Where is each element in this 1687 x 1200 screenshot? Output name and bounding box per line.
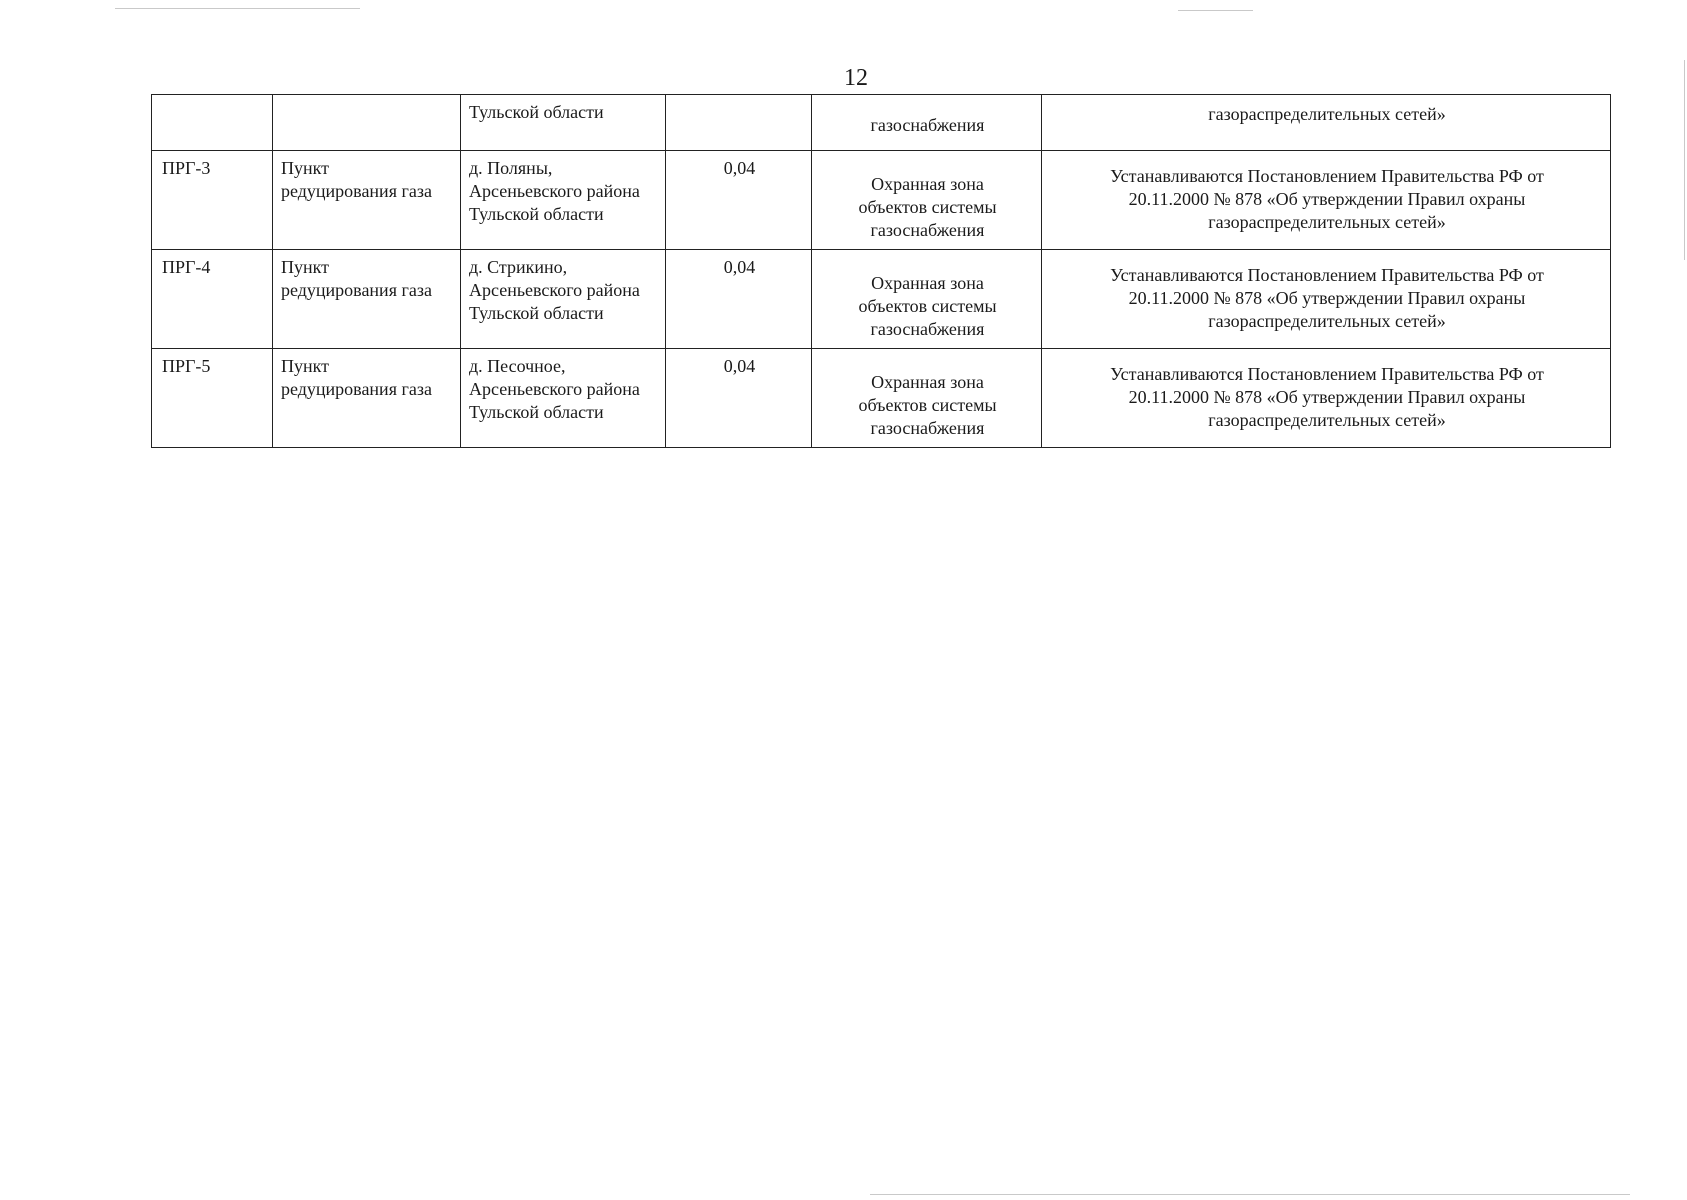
table-row (152, 250, 1611, 349)
cell-name: Пункт редуцирования газа (273, 151, 461, 250)
cell-name: Пункт редуцирования газа (273, 250, 461, 349)
table-row (152, 349, 1611, 448)
basis-text: Устанавливаются Постановлением Правительства РФ от 20.11.2000 № 878 «Об утверждении Правил охраны газораспределительных сетей» (1110, 364, 1544, 430)
scan-artifact-top-line (1178, 10, 1253, 11)
cell-area (666, 95, 812, 151)
cell-area: 0,04 (666, 250, 812, 349)
scan-artifact-right-edge (1684, 60, 1685, 260)
table-row (152, 151, 1611, 250)
cell-location: д. Песочное, Арсеньевского района Тульской области (461, 349, 666, 448)
cell-basis (1042, 250, 1611, 349)
zone-type-text: Охранная зона объектов системы газоснабжения (858, 372, 997, 438)
zone-type-text: газоснабжения (870, 115, 985, 135)
cell-code: ПРГ-4 (152, 250, 273, 349)
cell-code: ПРГ-5 (152, 349, 273, 448)
zone-type-text: Охранная зона объектов системы газоснабжения (858, 174, 997, 240)
protection-zones-table (151, 94, 1611, 448)
cell-zone-type (812, 349, 1042, 448)
cell-zone-type (812, 151, 1042, 250)
page-number: 12 (844, 65, 868, 91)
cell-location: Тульской области (461, 95, 666, 151)
cell-area: 0,04 (666, 349, 812, 448)
cell-zone-type (812, 95, 1042, 151)
cell-location: д. Стрикино, Арсеньевского района Тульской области (461, 250, 666, 349)
cell-basis (1042, 151, 1611, 250)
basis-text: газораспределительных сетей» (1208, 104, 1446, 124)
cell-area: 0,04 (666, 151, 812, 250)
cell-basis (1042, 95, 1611, 151)
cell-name: Пункт редуцирования газа (273, 349, 461, 448)
cell-code (152, 95, 273, 151)
scan-artifact-top-line (115, 8, 360, 9)
basis-text: Устанавливаются Постановлением Правительства РФ от 20.11.2000 № 878 «Об утверждении Правил охраны газораспределительных сетей» (1110, 265, 1544, 331)
cell-name (273, 95, 461, 151)
cell-location: д. Поляны, Арсеньевского района Тульской области (461, 151, 666, 250)
table-row-continuation (152, 95, 1611, 151)
cell-code: ПРГ-3 (152, 151, 273, 250)
scan-artifact-bottom-line (870, 1194, 1630, 1195)
cell-zone-type (812, 250, 1042, 349)
cell-basis (1042, 349, 1611, 448)
zone-type-text: Охранная зона объектов системы газоснабжения (858, 273, 997, 339)
basis-text: Устанавливаются Постановлением Правительства РФ от 20.11.2000 № 878 «Об утверждении Правил охраны газораспределительных сетей» (1110, 166, 1544, 232)
